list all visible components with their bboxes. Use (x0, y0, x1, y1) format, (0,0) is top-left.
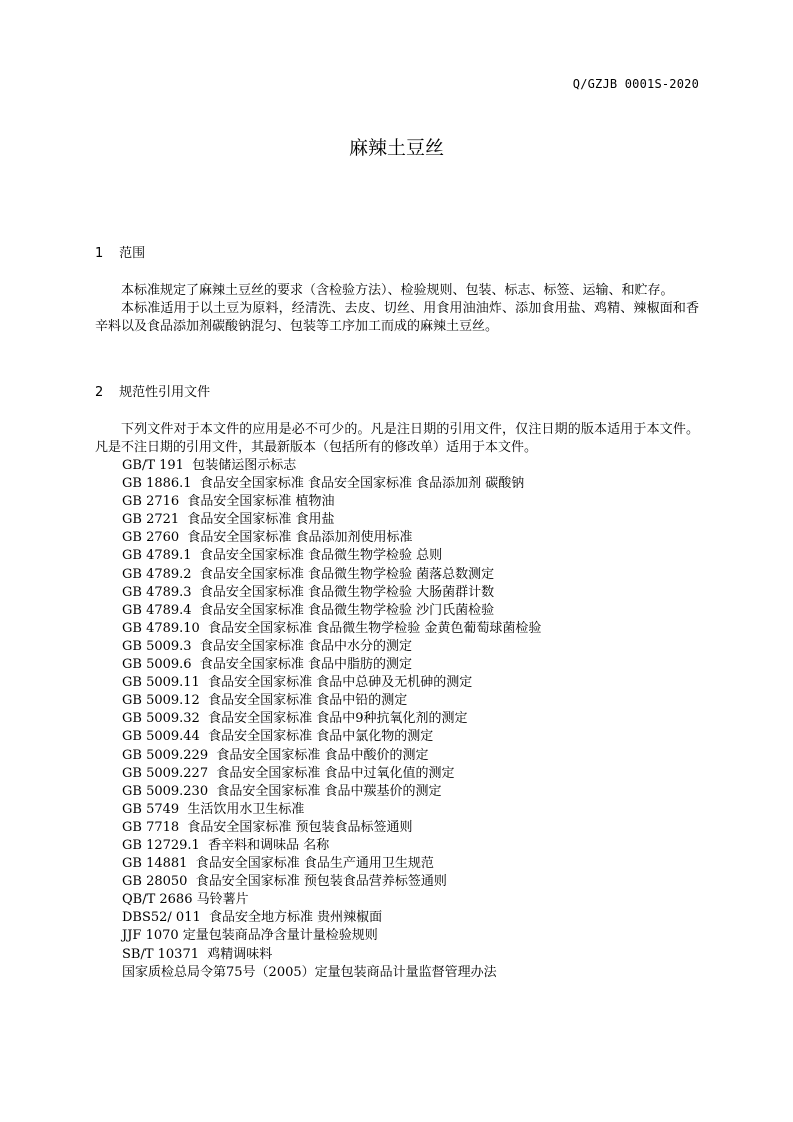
reference-item: GB 5009.3 食品安全国家标准 食品中水分的测定 (122, 638, 412, 654)
reference-item: GB 4789.4 食品安全国家标准 食品微生物学检验 沙门氏菌检验 (122, 602, 495, 618)
reference-item: 国家质检总局令第75号（2005）定量包装商品计量监督管理办法 (122, 964, 497, 980)
reference-item: GB 4789.1 食品安全国家标准 食品微生物学检验 总则 (122, 548, 443, 564)
reference-item: GB 7718 食品安全国家标准 预包装食品标签通则 (122, 819, 413, 835)
section-1-body (95, 282, 699, 336)
standard-code: Q/GZJB 0001S-2020 (572, 77, 699, 91)
reference-item: SB/T 10371 鸡精调味料 (122, 946, 273, 962)
reference-item: GB 28050 食品安全国家标准 预包装食品营养标签通则 (122, 874, 447, 890)
reference-item: GB 4789.3 食品安全国家标准 食品微生物学检验 大肠菌群计数 (122, 584, 495, 600)
section-1-heading (95, 242, 145, 261)
section-title: 范围 (119, 246, 146, 261)
section-2-heading (95, 381, 210, 400)
document-title: 麻辣土豆丝 (348, 137, 444, 159)
reference-item: GB 4789.10 食品安全国家标准 食品微生物学检验 金黄色葡萄球菌检验 (122, 620, 542, 636)
reference-item: GB 5009.230 食品安全国家标准 食品中羰基价的测定 (122, 783, 442, 799)
paragraph: 下列文件对于本文件的应用是必不可少的。凡是注日期的引用文件，仅注日期的版本适用于本文件。凡是不注日期的引用文件，其最新版本（包括所有的修改单）适用于本文件。 (95, 422, 699, 455)
reference-item: GB 12729.1 香辛料和调味品 名称 (122, 837, 330, 853)
section-2-intro (95, 421, 699, 457)
paragraph: 本标准规定了麻辣土豆丝的要求（含检验方法）、检验规则、包装、标志、标签、运输、和贮存。 (121, 283, 674, 298)
reference-item: GB 5009.227 食品安全国家标准 食品中过氧化值的测定 (122, 765, 455, 781)
reference-item: QB/T 2686 马铃薯片 (122, 892, 249, 908)
reference-item: GB 4789.2 食品安全国家标准 食品微生物学检验 菌落总数测定 (122, 566, 495, 582)
reference-item: GB 5009.44 食品安全国家标准 食品中氯化物的测定 (122, 729, 434, 745)
reference-item: GB 5009.229 食品安全国家标准 食品中酸价的测定 (122, 747, 429, 763)
reference-item: GB 5009.12 食品安全国家标准 食品中铅的测定 (122, 693, 408, 709)
section-number: 2 (95, 385, 104, 400)
reference-item: GB 5009.32 食品安全国家标准 食品中9种抗氧化剂的测定 (122, 711, 468, 727)
reference-item: DBS52/ 011 食品安全地方标准 贵州辣椒面 (122, 910, 383, 926)
reference-item: GB 2716 食品安全国家标准 植物油 (122, 494, 335, 510)
reference-item: GB 1886.1 食品安全国家标准 食品安全国家标准 食品添加剂 碳酸钠 (122, 476, 525, 492)
reference-item: GB/T 191 包装储运图示标志 (122, 458, 297, 473)
reference-item: GB 2760 食品安全国家标准 食品添加剂使用标准 (122, 530, 413, 546)
reference-item: GB 14881 食品安全国家标准 食品生产通用卫生规范 (122, 856, 434, 872)
reference-item: JJF 1070 定量包装商品净含量计量检验规则 (122, 928, 378, 944)
paragraph: 本标准适用于以土豆为原料，经清洗、去皮、切丝、用食用油油炸、添加食用盐、鸡精、辣椒面和香辛料以及食品添加剂碳酸钠混匀、包装等工序加工而成的麻辣土豆丝。 (95, 301, 699, 334)
section-number: 1 (95, 246, 104, 261)
reference-item: GB 5749 生活饮用水卫生标准 (122, 801, 305, 817)
reference-list (122, 457, 541, 982)
reference-item: GB 2721 食品安全国家标准 食用盐 (122, 512, 335, 528)
reference-item: GB 5009.11 食品安全国家标准 食品中总砷及无机砷的测定 (122, 675, 473, 691)
reference-item: GB 5009.6 食品安全国家标准 食品中脂肪的测定 (122, 657, 412, 673)
section-title: 规范性引用文件 (119, 385, 211, 400)
